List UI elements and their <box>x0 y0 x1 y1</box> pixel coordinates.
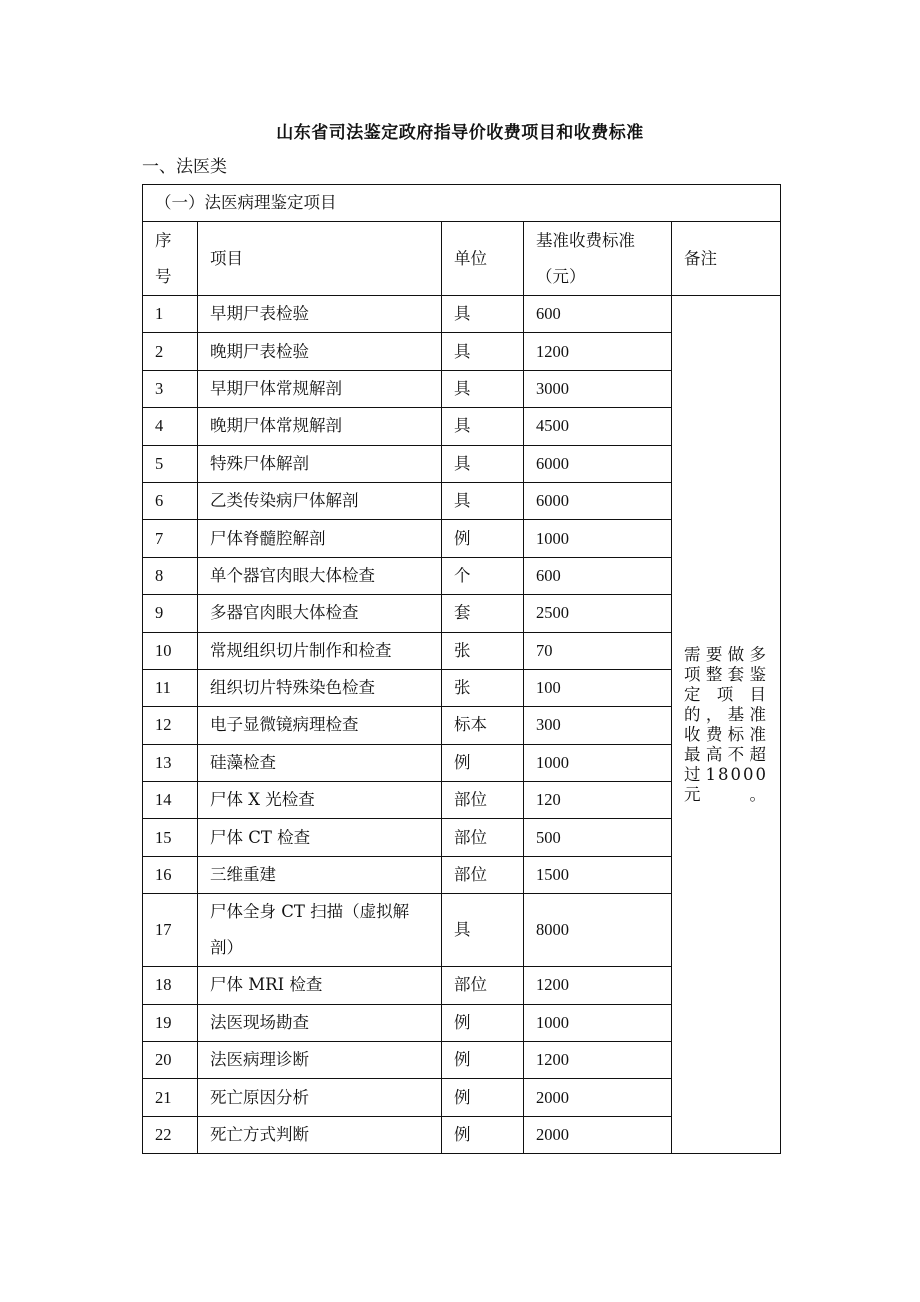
row-number: 20 <box>143 1042 198 1079</box>
row-item: 法医现场勘查 <box>198 1004 442 1041</box>
row-item: 法医病理诊断 <box>198 1042 442 1079</box>
row-fee: 6000 <box>524 482 672 519</box>
row-number: 21 <box>143 1079 198 1116</box>
row-unit: 具 <box>442 408 524 445</box>
row-unit: 张 <box>442 632 524 669</box>
header-no-line2: 号 <box>155 266 172 286</box>
row-unit: 具 <box>442 445 524 482</box>
row-unit: 例 <box>442 1116 524 1153</box>
row-unit: 张 <box>442 669 524 706</box>
row-number: 15 <box>143 819 198 856</box>
row-item: 尸体脊髓腔解剖 <box>198 520 442 557</box>
row-number: 11 <box>143 669 198 706</box>
row-fee: 2000 <box>524 1116 672 1153</box>
row-fee: 500 <box>524 819 672 856</box>
row-number: 13 <box>143 744 198 781</box>
row-item: 常规组织切片制作和检查 <box>198 632 442 669</box>
header-fee <box>524 222 672 296</box>
row-fee: 1000 <box>524 744 672 781</box>
row-fee: 1200 <box>524 333 672 370</box>
row-fee: 100 <box>524 669 672 706</box>
row-item: 尸体 MRI 检查 <box>198 967 442 1004</box>
row-number: 1 <box>143 296 198 333</box>
row-item: 早期尸表检验 <box>198 296 442 333</box>
row-item: 特殊尸体解剖 <box>198 445 442 482</box>
fee-table <box>142 184 781 1154</box>
header-fee-line2: （元） <box>536 266 586 286</box>
header-fee-line1: 基准收费标准 <box>536 230 635 250</box>
header-remark: 备注 <box>672 222 781 296</box>
row-item: 乙类传染病尸体解剖 <box>198 482 442 519</box>
row-item: 死亡方式判断 <box>198 1116 442 1153</box>
row-fee: 8000 <box>524 894 672 967</box>
row-number: 12 <box>143 707 198 744</box>
row-number: 8 <box>143 557 198 594</box>
row-number: 17 <box>143 894 198 967</box>
row-fee: 1000 <box>524 1004 672 1041</box>
remark-cell <box>672 296 781 1154</box>
header-no <box>143 222 198 296</box>
row-unit: 部位 <box>442 856 524 893</box>
row-fee: 1200 <box>524 967 672 1004</box>
section-heading: 一、法医类 <box>142 157 227 177</box>
row-item: 晚期尸体常规解剖 <box>198 408 442 445</box>
row-number: 14 <box>143 782 198 819</box>
row-unit: 例 <box>442 1079 524 1116</box>
row-number: 3 <box>143 370 198 407</box>
header-unit: 单位 <box>442 222 524 296</box>
subsection-row <box>143 185 781 222</box>
row-item: 晚期尸表检验 <box>198 333 442 370</box>
header-no-line1: 序 <box>155 230 172 250</box>
row-item: 早期尸体常规解剖 <box>198 370 442 407</box>
row-unit: 具 <box>442 333 524 370</box>
row-item: 电子显微镜病理检查 <box>198 707 442 744</box>
header-row <box>143 222 781 296</box>
row-number: 19 <box>143 1004 198 1041</box>
row-item: 硅藻检查 <box>198 744 442 781</box>
row-unit: 例 <box>442 1042 524 1079</box>
row-item: 死亡原因分析 <box>198 1079 442 1116</box>
row-fee: 1000 <box>524 520 672 557</box>
row-fee: 4500 <box>524 408 672 445</box>
row-item: 尸体 X 光检查 <box>198 782 442 819</box>
row-number: 18 <box>143 967 198 1004</box>
row-fee: 2500 <box>524 595 672 632</box>
row-fee: 120 <box>524 782 672 819</box>
row-unit: 具 <box>442 370 524 407</box>
row-item: 三维重建 <box>198 856 442 893</box>
row-number: 5 <box>143 445 198 482</box>
row-number: 6 <box>143 482 198 519</box>
row-unit: 例 <box>442 744 524 781</box>
row-fee: 3000 <box>524 370 672 407</box>
row-number: 7 <box>143 520 198 557</box>
row-fee: 1500 <box>524 856 672 893</box>
row-item: 尸体全身 CT 扫描（虚拟解剖） <box>198 894 442 967</box>
row-unit: 例 <box>442 1004 524 1041</box>
row-fee: 600 <box>524 557 672 594</box>
row-number: 4 <box>143 408 198 445</box>
document-title: 山东省司法鉴定政府指导价收费项目和收费标准 <box>276 123 644 143</box>
row-number: 16 <box>143 856 198 893</box>
row-unit: 具 <box>442 296 524 333</box>
row-unit: 具 <box>442 894 524 967</box>
row-unit: 例 <box>442 520 524 557</box>
row-unit: 部位 <box>442 819 524 856</box>
row-unit: 套 <box>442 595 524 632</box>
header-item: 项目 <box>198 222 442 296</box>
subsection-title: （一）法医病理鉴定项目 <box>143 185 781 222</box>
row-unit: 部位 <box>442 967 524 1004</box>
row-item: 尸体 CT 检查 <box>198 819 442 856</box>
row-number: 10 <box>143 632 198 669</box>
row-fee: 6000 <box>524 445 672 482</box>
row-number: 2 <box>143 333 198 370</box>
row-fee: 1200 <box>524 1042 672 1079</box>
row-unit: 标本 <box>442 707 524 744</box>
row-unit: 部位 <box>442 782 524 819</box>
row-number: 9 <box>143 595 198 632</box>
table-row <box>143 296 781 333</box>
row-unit: 具 <box>442 482 524 519</box>
row-fee: 70 <box>524 632 672 669</box>
row-fee: 600 <box>524 296 672 333</box>
row-fee: 2000 <box>524 1079 672 1116</box>
remark-text: 需要做多项整套鉴定项目的，基准收费标准最高不超过18000元。 <box>684 644 769 804</box>
row-fee: 300 <box>524 707 672 744</box>
row-item: 多器官肉眼大体检查 <box>198 595 442 632</box>
row-unit: 个 <box>442 557 524 594</box>
row-number: 22 <box>143 1116 198 1153</box>
row-item: 组织切片特殊染色检查 <box>198 669 442 706</box>
row-item: 单个器官肉眼大体检查 <box>198 557 442 594</box>
